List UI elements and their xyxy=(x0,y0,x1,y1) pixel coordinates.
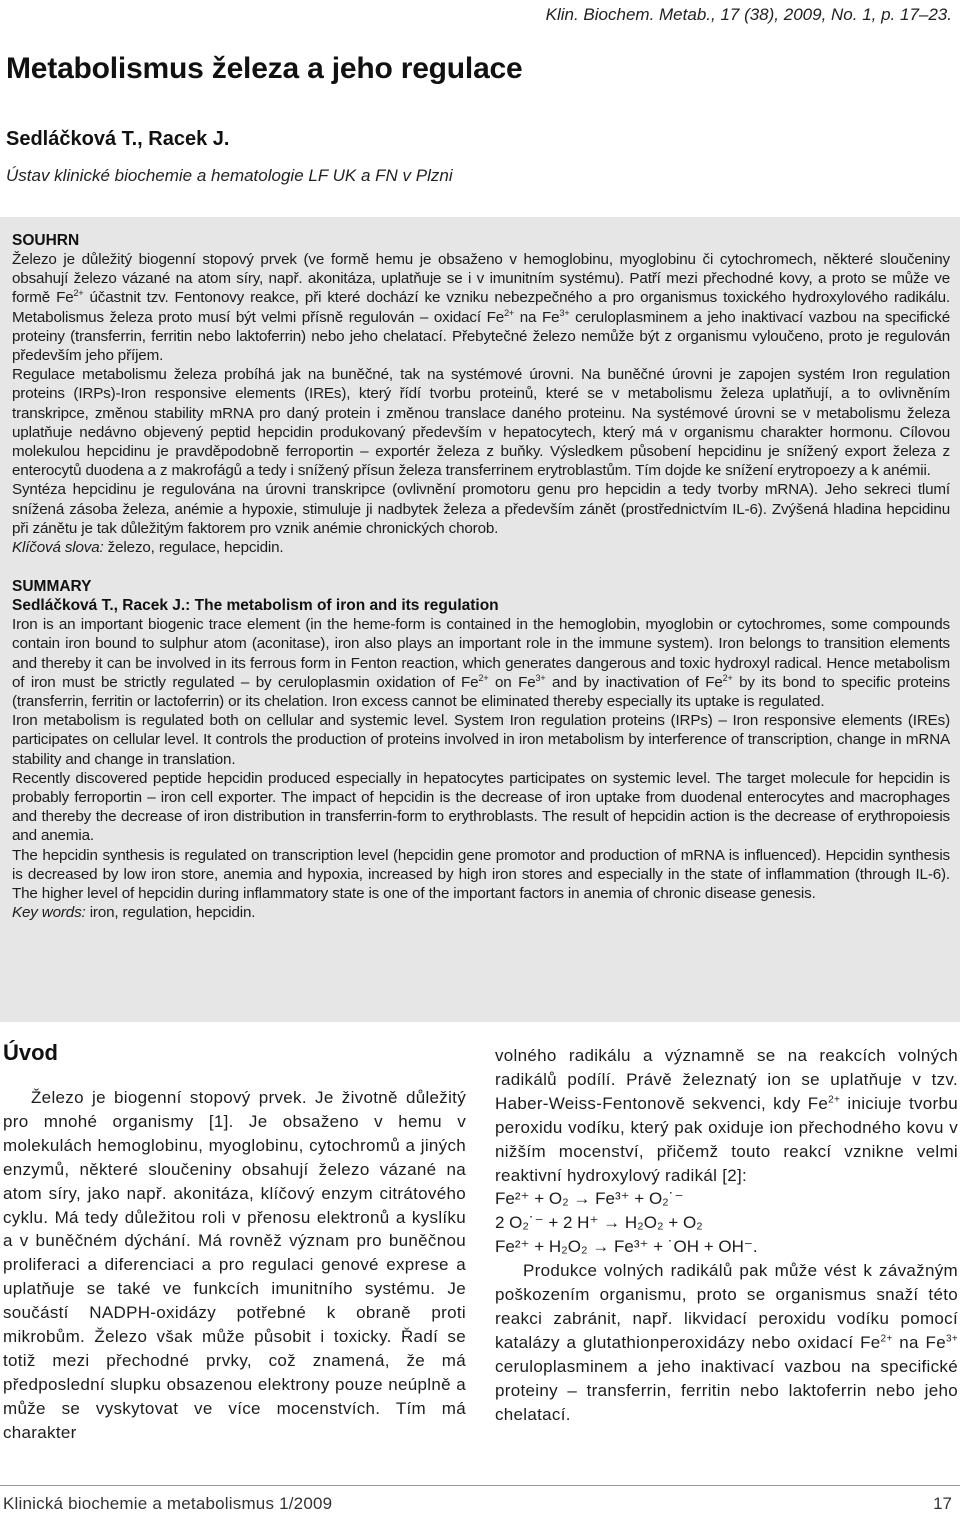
article-title: Metabolismus železa a jeho regulace xyxy=(6,52,523,85)
souhrn-paragraph-2: Regulace metabolismu železa probíhá jak na buněčné, tak na systémové úrovni. Na buněčné úrovni je zapojen systém Iron regulation proteins (IRPs)-Iron responsive elements (IREs), který řídí tvorbu proteinů, které se v metabolismu železa uplatňují, a to ovlivněním transkripce, změnou stability mRNA pro daný protein i změnou translace daného proteinu. Na systémové úrovni se v metabolismu železa uplatňuje nedávno objevený peptid hepcidin produkovaný především v hepatocytech, který má v organismu charakter hormonu. Cílovou molekulou hepcidinu je pravděpodobně ferroportin – exportér železa z buňky. Výsledkem působení hepcidinu je snížený export železa z enterocytů duodena a z makrofágů a tedy i snížený přísun železa transferrinem erytroblastům. Tím dojde ke snížení erytropoezy a k anémii. xyxy=(12,366,950,480)
summary-keywords: Key words: iron, regulation, hepcidin. xyxy=(12,904,256,922)
author-affiliation: Ústav klinické biochemie a hematologie LF UK a FN v Plzni xyxy=(6,166,453,185)
equation-2: 2 O₂˙⁻ + 2 H⁺ → H₂O₂ + O₂ xyxy=(495,1213,703,1233)
page-number: 17 xyxy=(933,1494,952,1513)
equation-1: Fe²⁺ + O₂ → Fe³⁺ + O₂˙⁻ xyxy=(495,1189,684,1209)
journal-reference: Klin. Biochem. Metab., 17 (38), 2009, No. 1, p. 17–23. xyxy=(545,5,952,24)
footer-divider xyxy=(0,1485,960,1486)
summary-section xyxy=(12,577,950,922)
summary-paragraph-2: Iron metabolism is regulated both on cellular and systemic level. System Iron regulation proteins (IRPs) – Iron responsive elements (IREs) participates on cellular level. It controls the production of proteins involved in iron metabolism by interference of transcription, change in mRNA stability and change in translation. xyxy=(12,712,950,768)
uvod-paragraph-1-continued: volného radikálu a významně se na reakcích volných radikálů podílí. Právě železnatý ion se uplatňuje v tzv. Haber-Weiss-Fentonově sekvenci, kdy $Fe^{2+}$ iniciuje tvorbu peroxidu vodíku, který pak oxiduje ion přechodného kovu v nižším mocenství, přičemž touto reakcí vznikne velmi reaktivní hydroxylový radikál [2]: xyxy=(495,1046,958,1185)
summary-paragraph-4: The hepcidin synthesis is regulated on transcription level (hepcidin gene promotor and production of mRNA is influenced). Hepcidin synthesis is decreased by low iron store, anemia and hypoxia, increased by high iron stores and especially in the state of inflammation (through IL-6). The higher level of hepcidin during inflammatory state is one of the important factors in anemia of chronic disease genesis. xyxy=(12,846,950,903)
equation-3: Fe²⁺ + H₂O₂ → Fe³⁺ + ˙OH + OH⁻. xyxy=(495,1237,758,1257)
souhrn-heading: SOUHRN xyxy=(12,232,80,249)
article-authors: Sedláčková T., Racek J. xyxy=(6,128,230,150)
body-column-left xyxy=(3,1040,466,1445)
section-heading-uvod: Úvod xyxy=(3,1040,58,1065)
souhrn-paragraph-3: Syntéza hepcidinu je regulována na úrovni transkripce (ovlivnění promotoru genu pro hepcidin a tedy tvorby mRNA). Jeho sekreci tlumí snížená zásoba železa, anémie a hypoxie, stimuluje ji nadbytek železa a především zánět (prostřednictvím IL-6). Zvýšená hladina hepcidinu při zánětu je tak důležitým faktorem pro vznik anémie chronických chorob. xyxy=(12,481,950,537)
key-words-label: Key words: xyxy=(12,904,86,922)
summary-subheading: Sedláčková T., Racek J.: The metabolism of iron and its regulation xyxy=(12,597,499,615)
souhrn-keywords: Klíčová slova: železo, regulace, hepcidin. xyxy=(12,539,284,557)
footer-journal-name: Klinická biochemie a metabolismus 1/2009 xyxy=(3,1494,333,1513)
abstract-box xyxy=(0,217,960,1022)
summary-paragraph-1: Iron is an important biogenic trace element (in the heme-form is contained in the hemoglobin, myoglobin or cytochromes, some compounds contain iron bound to sulphur atom (aconitase), iron also plays an important role in the immune system). Iron belongs to transition elements and thereby it can be involved in its ferrous form in Fenton reaction, which generates dangerous and toxic hydroxyl radical. Hence metabolism of iron must be strictly regulated – by ceruloplasmin oxidation of $Fe^{2+}$ on $Fe^{3+}$ and by inactivation of $Fe^{2+}$ by its bond to specific proteins (transferrin, ferritin or lactoferrin) or its chelation. Iron excess cannot be eliminated thereby especially its uptake is regulated. xyxy=(12,616,950,711)
souhrn-paragraph-1: Železo je důležitý biogenní stopový prvek (ve formě hemu je obsaženo v hemoglobinu, myoglobinu či cytochromech, některé sloučeniny obsahují železo vázané na atom síry, např. akonitáza, uplatňuje se i v imunitním systému). Patří mezi přechodné kovy, a proto se může ve formě $Fe^{2+}$ účastnit tzv. Fentonovy reakce, při které dochází ke vzniku nebezpečného a pro organismus toxického hydroxylového radikálu. Metabolismus železa proto musí být velmi přísně regulován – oxidací $Fe^{2+}$ na $Fe^{3+}$ ceruloplasminem a jeho inaktivací vazbou na specifické proteiny (transferrin, ferritin nebo laktoferrin) nebo jeho chelatací. Přebytečné železo nemůže být z organismu vyloučeno, proto je regulován především jeho příjem. xyxy=(12,251,950,365)
summary-paragraph-3: Recently discovered peptide hepcidin produced especially in hepatocytes participates on systemic level. The target molecule for hepcidin is probably ferroportin – iron cell exporter. The impact of hepcidin is the decrease of iron uptake from duodenal enterocytes and macrophages and thereby the decrease of iron distribution in transferrin-form to erythroblasts. The result of hepcidin action is the decrease of erythropoiesis and anemia. xyxy=(12,769,950,845)
body-column-right xyxy=(495,1044,958,1427)
keywords-label: Klíčová slova: xyxy=(12,539,104,557)
uvod-paragraph-1: Železo je biogenní stopový prvek. Je životně důležitý pro mnohé organismy [1]. Je obsaženo v hemu v molekulách hemoglobinu, myoglobinu, cytochromů a jiných enzymů, některé sloučeniny obsahují železo vázané na atom síry, jako např. akonitáza, klíčový enzym citrátového cyklu. Má tedy důležitou roli v přenosu elektronů a kyslíku a v buněčném dýchání. Má rovněž význam pro buněčnou proliferaci a diferenciaci a pro regulaci genové exprese a uplatňuje se také ve funkcích imunitního systému. Je součástí NADPH-oxidázy potřebné k obraně proti mikrobům. Železo však může působit i toxicky. Řadí se totiž mezi přechodné prvky, což znamená, že má předposlední slupku obsazenou elektrony pouze neúplně a může se vyskytovat ve více mocenstvích. Tím má charakter xyxy=(3,1088,466,1442)
uvod-paragraph-2: Produkce volných radikálů pak může vést k závažným poškozením organismu, proto se organismus snaží této reakci zabránit, např. likvidací peroxidu vodíku pomocí katalázy a glutathionperoxidázy nebo oxidací $Fe^{2+}$ na $Fe^{3+}$ ceruloplasminem a jeho inaktivací vazbou na specifické proteiny – transferrin, ferritin nebo laktoferrin nebo jeho chelatací. xyxy=(495,1261,958,1424)
summary-heading: SUMMARY xyxy=(12,578,92,596)
